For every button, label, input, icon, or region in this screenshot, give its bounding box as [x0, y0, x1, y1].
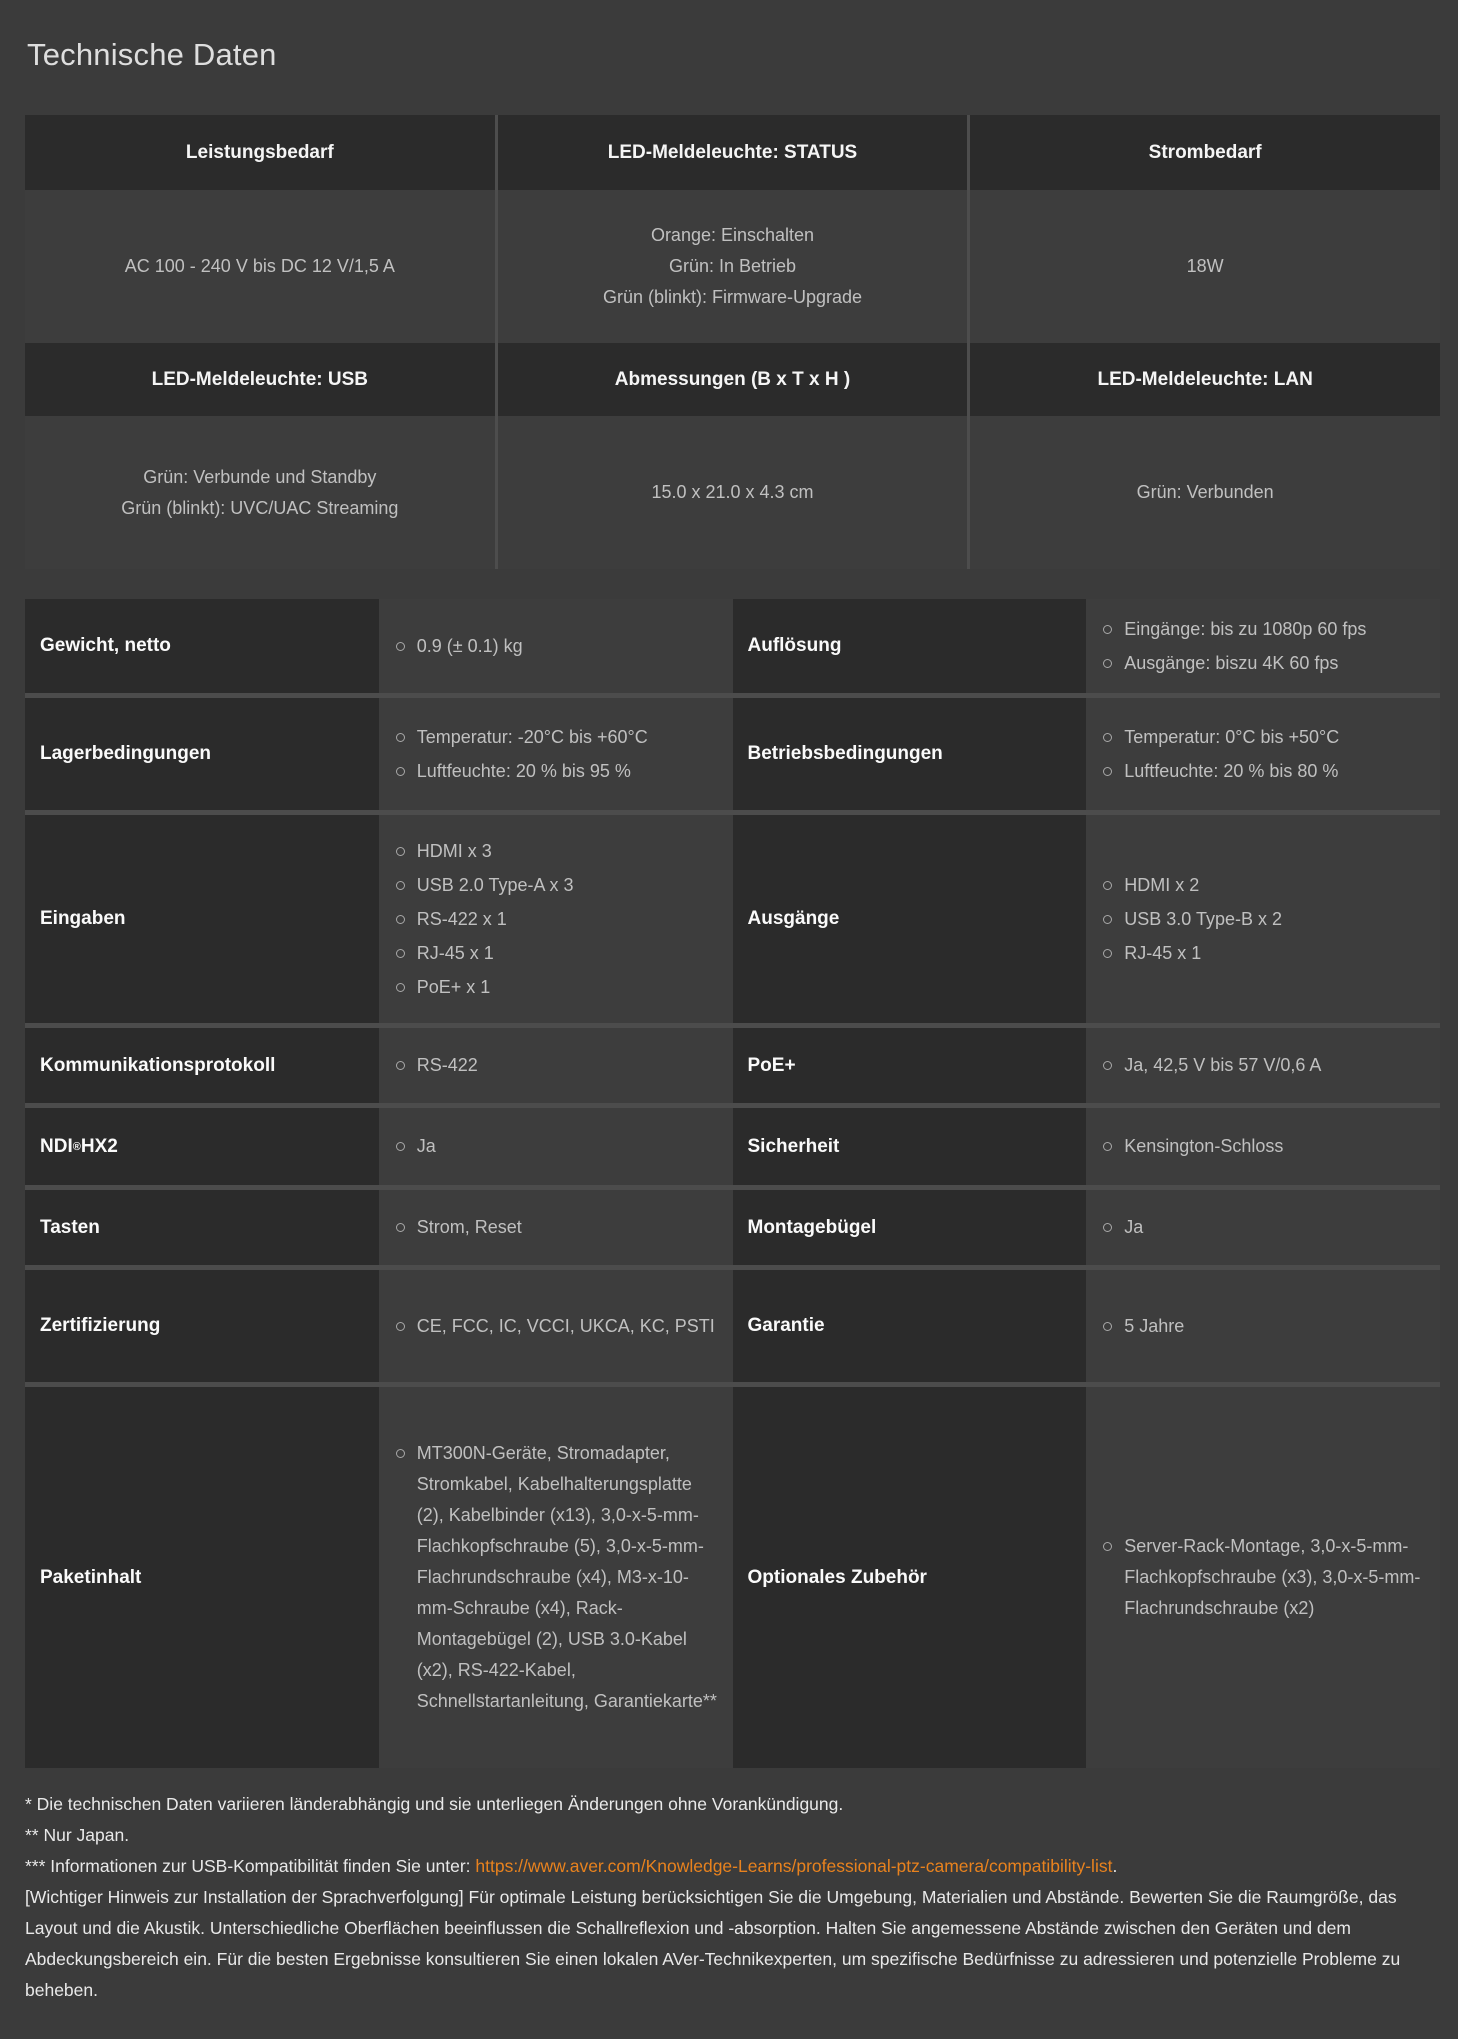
bullet-icon — [1103, 767, 1112, 776]
list-item-text: Eingänge: bis zu 1080p 60 fps — [1124, 618, 1367, 639]
footnote-japan-only: ** Nur Japan. — [25, 1825, 130, 1845]
list-item-text: RJ-45 x 1 — [1124, 942, 1202, 963]
bullet-icon — [1103, 949, 1112, 958]
detail-spec-table — [25, 599, 1440, 1768]
list-item-text: HDMI x 2 — [1124, 874, 1200, 895]
list-item — [396, 722, 721, 753]
spec-row-values — [1086, 599, 1440, 693]
spec-column-value — [498, 190, 968, 343]
spec-row-values — [379, 1028, 733, 1103]
spec-column-header: LED-Meldeleuchte: STATUS — [498, 115, 968, 190]
list-item-text: RJ-45 x 1 — [416, 942, 494, 963]
spec-row-label: Sicherheit — [733, 1108, 1087, 1185]
list-item-text: Server-Rack-Montage, 3,0-x-5-mm-Flachkopfschraube (x3), 3,0-x-5-mm-Flachrundschraube (x2) — [1124, 1536, 1421, 1618]
bullet-icon — [396, 1061, 405, 1070]
bullet-icon — [396, 1142, 405, 1151]
spec-row-values — [379, 1270, 733, 1382]
list-item — [1103, 648, 1428, 679]
list-item-text: Luftfeuchte: 20 % bis 95 % — [416, 760, 631, 781]
spec-row-values — [379, 815, 733, 1023]
bullet-icon — [1103, 1322, 1112, 1331]
list-item-text: Ja, 42,5 V bis 57 V/0,6 A — [1124, 1055, 1322, 1075]
spec-row-values — [1086, 815, 1440, 1023]
list-item — [396, 1311, 721, 1342]
spec-row-label: Lagerbedingungen — [25, 698, 379, 810]
list-item-text: Temperatur: -20°C bis +60°C — [416, 726, 648, 747]
list-item — [1103, 1212, 1428, 1243]
spec-row-label: Tasten — [25, 1190, 379, 1265]
spec-row-label: Ausgänge — [733, 815, 1087, 1023]
bullet-icon — [396, 949, 405, 958]
spec-column-value — [970, 190, 1440, 343]
spec-column-value — [970, 416, 1440, 569]
footnote-usb-suffix: . — [1112, 1856, 1118, 1876]
bullet-icon — [396, 733, 405, 742]
list-item-text: USB 2.0 Type-A x 3 — [416, 874, 574, 895]
spec-column-value — [498, 416, 968, 569]
list-item-text: Ausgänge: biszu 4K 60 fps — [1124, 652, 1339, 673]
spec-row-label: Paketinhalt — [25, 1387, 379, 1768]
spec-row-values — [1086, 1190, 1440, 1265]
footnote-usb-prefix: *** Informationen zur USB-Kompatibilität finden Sie unter: — [25, 1856, 476, 1876]
list-item — [396, 631, 721, 662]
spec-column-header: LED-Meldeleuchte: USB — [25, 343, 495, 416]
list-item — [1103, 904, 1428, 935]
bullet-icon — [396, 915, 405, 924]
bullet-icon — [396, 1449, 405, 1458]
bullet-icon — [1103, 1542, 1112, 1551]
spec-value-line: Grün (blinkt): Firmware-Upgrade — [602, 287, 863, 307]
spec-row-label: NDI ® HX2 — [25, 1108, 379, 1185]
installation-notice: [Wichtiger Hinweis zur Installation der Sprachverfolgung] Für optimale Leistung berücksichtigen Sie die Umgebung, Materialien und Abstände. Bewerten Sie die Raumgröße, das Layout und die Akustik. Unterschiedliche Oberflächen beeinflussen die Schallreflexion und -absorption. Halten Sie angemessene Abstände zwischen den Geräten und dem Abdeckungsbereich ein. Für die besten Ergebnisse konsultieren Sie einen lokalen AVer-Technikexperten, um spezifische Bedürfnisse zu adressieren und potenzielle Probleme zu beheben. — [25, 1887, 1401, 2000]
list-item — [1103, 1050, 1428, 1081]
spec-row-values — [379, 1190, 733, 1265]
list-item — [396, 904, 721, 935]
footnotes — [25, 1789, 1440, 2020]
list-item — [1103, 614, 1428, 645]
bullet-icon — [396, 1322, 405, 1331]
list-item — [1103, 756, 1428, 787]
overview-spec-table — [25, 115, 1440, 569]
bullet-icon — [1103, 733, 1112, 742]
spec-row-values — [379, 698, 733, 810]
list-item-text: Temperatur: 0°C bis +50°C — [1124, 726, 1340, 747]
spec-column-header: Leistungsbedarf — [25, 115, 495, 190]
list-item — [1103, 1131, 1428, 1162]
spec-row-values — [1086, 1270, 1440, 1382]
spec-row-label: Kommunikationsprotokoll — [25, 1028, 379, 1103]
list-item — [396, 756, 721, 787]
spec-row-values — [1086, 1028, 1440, 1103]
spec-row-label: Zertifizierung — [25, 1270, 379, 1382]
list-item-text: HDMI x 3 — [416, 840, 492, 861]
spec-value-line: AC 100 - 240 V bis DC 12 V/1,5 A — [124, 256, 395, 276]
bullet-icon — [1103, 881, 1112, 890]
spec-column-header: Abmessungen (B x T x H ) — [498, 343, 968, 416]
spec-column-value — [25, 190, 495, 343]
list-item-text: PoE+ x 1 — [416, 976, 491, 997]
list-item — [396, 1212, 721, 1243]
list-item-text: RS-422 — [416, 1055, 478, 1075]
spec-value-line: 18W — [1186, 256, 1224, 276]
spec-row-values — [1086, 1108, 1440, 1185]
bullet-icon — [1103, 625, 1112, 634]
bullet-icon — [396, 847, 405, 856]
spec-row-label: Betriebsbedingungen — [733, 698, 1087, 810]
spec-row-label: Garantie — [733, 1270, 1087, 1382]
list-item — [1103, 722, 1428, 753]
list-item-text: 5 Jahre — [1124, 1315, 1185, 1336]
list-item — [396, 938, 721, 969]
list-item-text: 0.9 (± 0.1) kg — [416, 635, 523, 656]
footnote-country-variation: * Die technischen Daten variieren länderabhängig und sie unterliegen Änderungen ohne Vorankündigung. — [25, 1794, 844, 1814]
spec-row-label: Gewicht, netto — [25, 599, 379, 693]
list-item — [1103, 870, 1428, 901]
list-item — [1103, 1311, 1428, 1342]
compatibility-list-link[interactable]: https://www.aver.com/Knowledge-Learns/professional-ptz-camera/compatibility-list — [475, 1856, 1113, 1876]
footnote-usb-compatibility — [25, 1851, 1440, 1882]
bullet-icon — [396, 1223, 405, 1232]
spec-row-values — [1086, 1387, 1440, 1768]
list-item-text: Kensington-Schloss — [1124, 1136, 1284, 1156]
spec-value-line: Grün: In Betrieb — [668, 256, 797, 276]
list-item-text: Strom, Reset — [416, 1217, 522, 1237]
spec-value-line: Grün (blinkt): UVC/UAC Streaming — [121, 497, 399, 518]
list-item — [396, 972, 721, 1003]
list-item-text: CE, FCC, IC, VCCI, UKCA, KC, PSTI — [416, 1315, 715, 1336]
list-item-text: Luftfeuchte: 20 % bis 80 % — [1124, 760, 1339, 781]
bullet-icon — [396, 983, 405, 992]
list-item — [396, 1050, 721, 1081]
spec-row-label: Montagebügel — [733, 1190, 1087, 1265]
list-item — [396, 836, 721, 867]
spec-column-header: Strombedarf — [970, 115, 1440, 190]
bullet-icon — [1103, 915, 1112, 924]
spec-row-values — [379, 599, 733, 693]
spec-row-label: Optionales Zubehör — [733, 1387, 1087, 1768]
bullet-icon — [1103, 659, 1112, 668]
bullet-icon — [1103, 1142, 1112, 1151]
list-item — [1103, 938, 1428, 969]
list-item — [1103, 1531, 1428, 1624]
list-item-text: Ja — [416, 1136, 436, 1156]
spec-row-label: Eingaben — [25, 815, 379, 1023]
list-item-text: USB 3.0 Type-B x 2 — [1124, 908, 1282, 929]
bullet-icon — [396, 881, 405, 890]
list-item — [396, 1131, 721, 1162]
list-item-text: Ja — [1124, 1217, 1144, 1237]
spec-value-line: Grün: Verbunde und Standby — [143, 466, 377, 487]
page-title: Technische Daten — [27, 37, 277, 72]
list-item-text: RS-422 x 1 — [416, 908, 507, 929]
spec-column-header: LED-Meldeleuchte: LAN — [970, 343, 1440, 416]
spec-value-line: Grün: Verbunden — [1136, 482, 1274, 502]
spec-row-label: Auflösung — [733, 599, 1087, 693]
spec-row-label: PoE+ — [733, 1028, 1087, 1103]
bullet-icon — [396, 642, 405, 651]
bullet-icon — [396, 767, 405, 776]
list-item — [396, 870, 721, 901]
spec-row-values — [1086, 698, 1440, 810]
spec-value-line: 15.0 x 21.0 x 4.3 cm — [651, 482, 814, 502]
technical-data-page — [0, 34, 1458, 2020]
spec-value-line: Orange: Einschalten — [650, 225, 815, 245]
bullet-icon — [1103, 1061, 1112, 1070]
spec-row-values — [379, 1108, 733, 1185]
list-item — [396, 1438, 721, 1717]
spec-row-values — [379, 1387, 733, 1768]
bullet-icon — [1103, 1223, 1112, 1232]
list-item-text: MT300N-Geräte, Stromadapter, Stromkabel, Kabelhalterungsplatte (2), Kabelbinder (x13), 3,0-x-5-mm-Flachkopfschraube (5), 3,0-x-5-mm-Flachrundschraube (x4), M3-x-10-mm-Schraube (x4), Rack-Montagebügel (2), USB 3.0-Kabel (x2), RS-422-Kabel, Schnellstartanleitung, Garantiekarte** — [416, 1443, 717, 1711]
spec-column-value — [25, 416, 495, 569]
